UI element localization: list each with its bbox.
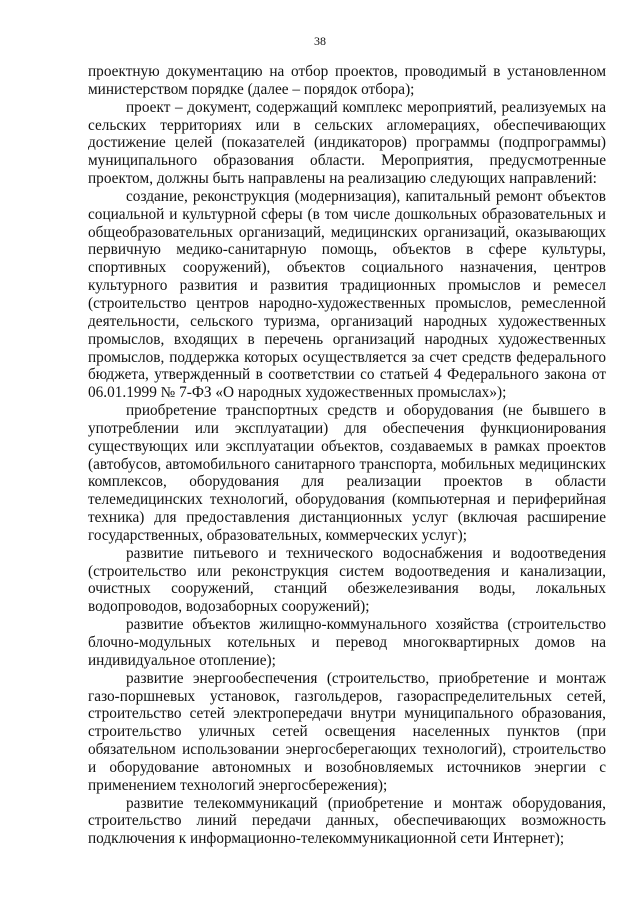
paragraph: проектную документацию на отбор проектов, проводимый в установленном министерством порядке (далее – порядок отбора);	[88, 63, 606, 98]
paragraph: приобретение транспортных средств и оборудования (не бывшего в употреблении или эксплуатации) для обеспечения функционирования существующих или эксплуатации объектов, создаваемых в рамках проектов (автобусов, автомобильного санитарного транспорта, мобильных медицинских комплексов, оборудования для реализации проектов в области телемедицинских технологий, оборудования (компьютерная и периферийная техника) для предоставления дистанционных услуг (включая расширение государственных, образовательных, коммерческих услуг);	[88, 402, 606, 544]
paragraph: развитие телекоммуникаций (приобретение и монтаж оборудования, строительство линий передачи данных, обеспечивающих возможность подключения к информационно-телекоммуникационной сети Интернет);	[88, 794, 606, 848]
paragraph: создание, реконструкция (модернизация), капитальный ремонт объектов социальной и культурной сферы (в том числе дошкольных образовательных и общеобразовательных организаций, медицинских организаций, оказывающих первичную медико-санитарную помощь, объектов в сфере культуры, спортивных сооружений), объектов социального назначения, центров культурного развития и развития традиционных промыслов и ремесел (строительство центров народно-художественных промыслов, ремесленной деятельности, сельского туризма, организаций народных художественных промыслов, входящих в перечень организаций народных художественных промыслов, поддержка которых осуществляется за счет средств федерального бюджета, утвержденный в соответствии со статьей 4 Федерального закона от 06.01.1999 № 7-ФЗ «О народных художественных промыслах»);	[88, 187, 606, 402]
page-number: 38	[314, 34, 326, 48]
paragraph: развитие объектов жилищно-коммунального хозяйства (строительство блочно-модульных котельных и перевод многоквартирных домов на индивидуальное отопление);	[88, 616, 606, 669]
document-body	[88, 63, 606, 848]
paragraph: развитие энергообеспечения (строительство, приобретение и монтаж газо-поршневых установок, газгольдеров, газораспределительных сетей, строительство сетей электропередачи внутри муниципального образования, строительство уличных сетей освещения населенных пунктов (при обязательном использовании энергосберегающих технологий), строительство и оборудование автономных и возобновляемых источников энергии с применением технологий энергосбережения);	[88, 669, 606, 794]
paragraph: развитие питьевого и технического водоснабжения и водоотведения (строительство или реконструкция систем водоотведения и канализации, очистных сооружений, станций обезжелезивания воды, локальных водопроводов, водозаборных сооружений);	[88, 544, 606, 616]
paragraph: проект – документ, содержащий комплекс мероприятий, реализуемых на сельских территориях или в сельских агломерациях, обеспечивающих достижение целей (показателей (индикаторов) программы (подпрограммы) муниципального образования области. Мероприятия, предусмотренные проектом, должны быть направлены на реализацию следующих направлений:	[88, 98, 606, 188]
